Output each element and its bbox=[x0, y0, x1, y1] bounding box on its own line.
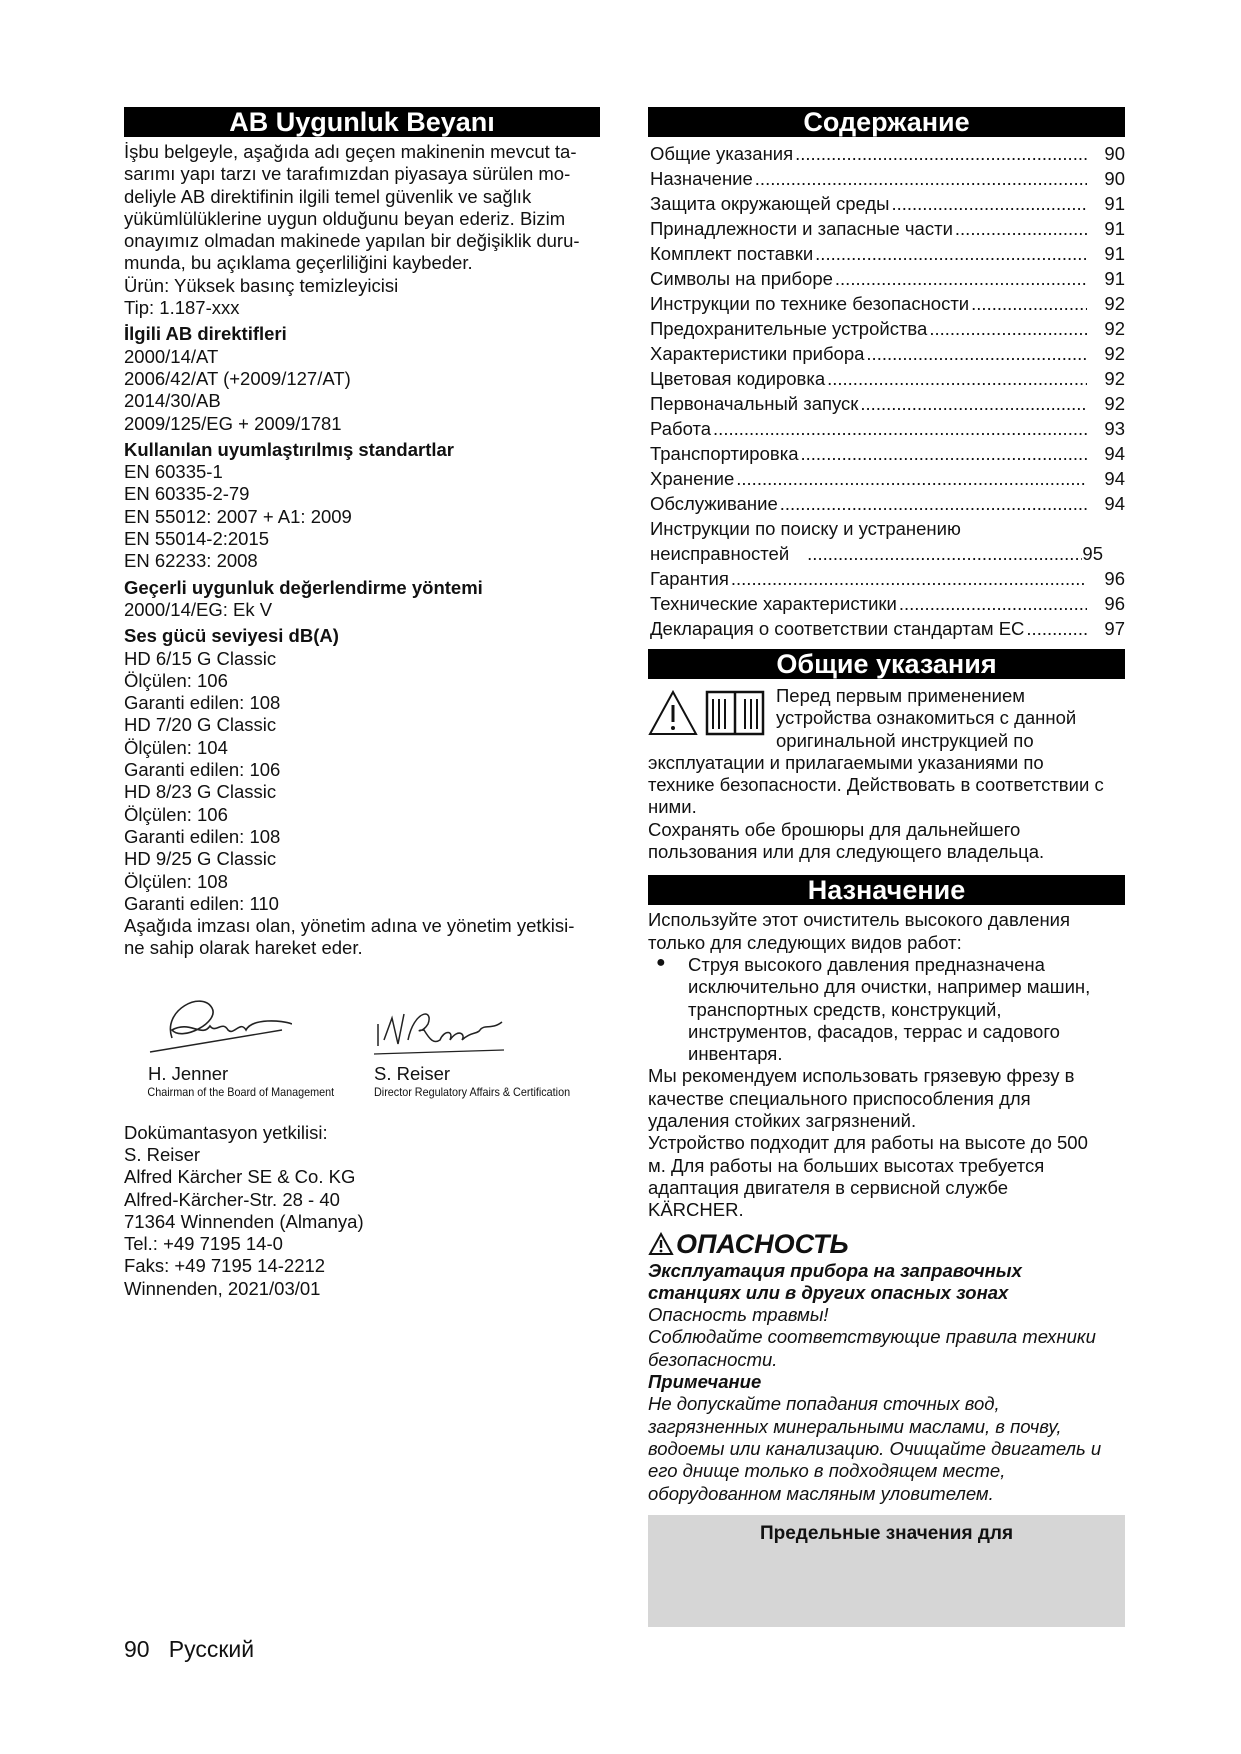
toc-leader bbox=[729, 566, 1087, 591]
purpose-intro bbox=[648, 909, 1125, 954]
signature-jenner-icon bbox=[142, 990, 292, 1058]
toc-label: Предохранительные устройства bbox=[650, 318, 928, 339]
directive-item: 2000/14/AT bbox=[124, 345, 219, 367]
note-line: загрязненных минеральными маслами, в почву, bbox=[648, 1415, 1062, 1437]
toc-page: 91 bbox=[1104, 268, 1125, 289]
toc-leader bbox=[793, 141, 1087, 166]
toc-page: 95 bbox=[1082, 543, 1103, 564]
standards-list bbox=[124, 461, 600, 572]
toc-label-line2: неисправностей bbox=[650, 543, 790, 564]
danger-text-line: безопасности. bbox=[648, 1348, 778, 1370]
contact-line: Alfred Kärcher SE & Co. KG bbox=[124, 1166, 356, 1188]
toc-page: 91 bbox=[1104, 243, 1125, 264]
signer1-title: Chairman of the Board of Management bbox=[147, 1084, 335, 1099]
danger-text-line: Соблюдайте соответствующие правила техники bbox=[648, 1326, 1096, 1348]
toc-label: Обслуживание bbox=[650, 493, 778, 514]
purpose-bullet-line: исключительно для очистки, например машин, bbox=[688, 976, 1091, 998]
product-line: Ürün: Yüksek basınç temizleyicisi bbox=[124, 274, 399, 296]
bullet-icon: ● bbox=[656, 953, 666, 971]
declaration-header: AB Uygunluk Beyanı bbox=[124, 107, 600, 137]
toc-entry[interactable] bbox=[650, 166, 1125, 191]
method-value: 2000/14/EG: Ek V bbox=[124, 598, 273, 620]
directive-item: 2014/30/AB bbox=[124, 390, 221, 412]
toc-entry[interactable] bbox=[650, 316, 1125, 341]
left-column bbox=[124, 107, 600, 1300]
danger-subtitle bbox=[648, 1260, 1125, 1305]
standard-item: EN 60335-2-79 bbox=[124, 483, 250, 505]
sound-line: Garanti edilen: 110 bbox=[124, 892, 279, 914]
signoff-text bbox=[124, 915, 600, 960]
toc-entry[interactable] bbox=[650, 291, 1125, 316]
directive-item: 2009/125/EG + 2009/1781 bbox=[124, 412, 342, 434]
directives-list bbox=[124, 346, 600, 435]
toc-label-line1: Инструкции по поиску и устранению bbox=[650, 518, 961, 539]
toc-leader bbox=[1024, 616, 1087, 641]
toc-leader bbox=[858, 391, 1087, 416]
purpose-bullet bbox=[648, 954, 1125, 1065]
sound-line: Garanti edilen: 108 bbox=[124, 692, 281, 714]
purpose-line: адаптация двигателя в сервисной службе bbox=[648, 1176, 1009, 1198]
intro-line: İşbu belgeyle, aşağıda adı geçen makinenin mevcut ta- bbox=[124, 141, 577, 162]
page-number: 90 bbox=[124, 1636, 150, 1662]
toc-page: 92 bbox=[1104, 393, 1125, 414]
toc-label: Гарантия bbox=[650, 568, 729, 589]
danger-heading bbox=[648, 1228, 1125, 1260]
toc-page: 90 bbox=[1104, 168, 1125, 189]
purpose-bullet-line: инвентаря. bbox=[688, 1043, 783, 1065]
general-line: технике безопасности. Действовать в соответствии с bbox=[648, 774, 1104, 796]
footer-language: Русский bbox=[168, 1636, 255, 1662]
sound-line: Garanti edilen: 106 bbox=[124, 759, 281, 781]
toc-leader bbox=[813, 241, 1087, 266]
purpose-bullet-line: инструментов, фасадов, террас и садового bbox=[688, 1020, 1060, 1042]
toc-label: Характеристики прибора bbox=[650, 343, 865, 364]
purpose-line: м. Для работы на больших высотах требуется bbox=[648, 1154, 1045, 1176]
toc-entry[interactable] bbox=[650, 591, 1125, 616]
sound-line: Ölçülen: 106 bbox=[124, 803, 228, 825]
toc-page: 93 bbox=[1104, 418, 1125, 439]
intro-line: yükümlülüklerine uygun olduğunu beyan ederiz. Bizim bbox=[124, 207, 566, 229]
purpose-line: только для следующих видов работ: bbox=[648, 931, 962, 953]
toc-entry[interactable] bbox=[650, 566, 1125, 591]
read-manual-book-icon bbox=[704, 689, 766, 739]
toc-page: 92 bbox=[1104, 293, 1125, 314]
purpose-line: Мы рекомендуем использовать грязевую фрезу в bbox=[648, 1065, 1075, 1087]
directive-item: 2006/42/AT (+2009/127/AT) bbox=[124, 367, 351, 389]
toc-label: Защита окружающей среды bbox=[650, 193, 890, 214]
toc-label: Декларация о соответствии стандартам ЕС bbox=[650, 618, 1025, 639]
purpose-line: Устройство подходит для работы на высоте до 500 bbox=[648, 1132, 1088, 1154]
signer2-title: Director Regulatory Affairs & Certification bbox=[374, 1084, 571, 1099]
toc-page: 90 bbox=[1104, 143, 1125, 164]
general-line: ними. bbox=[648, 796, 697, 818]
signer1-name: H. Jenner bbox=[148, 1062, 229, 1084]
contact-line: S. Reiser bbox=[124, 1143, 201, 1165]
contact-line: 71364 Winnenden (Almanya) bbox=[124, 1210, 364, 1232]
toc-leader bbox=[778, 491, 1087, 516]
standards-title: Kullanılan uyumlaştırılmış standartlar bbox=[124, 438, 455, 460]
contact-line: Alfred-Kärcher-Str. 28 - 40 bbox=[124, 1188, 340, 1210]
note-line: оборудованном масляным уловителем. bbox=[648, 1482, 994, 1504]
danger-subtitle-line: станциях или в других опасных зонах bbox=[648, 1281, 1009, 1303]
toc-leader bbox=[889, 191, 1087, 216]
documentation-contact bbox=[124, 1122, 600, 1300]
intro-line: deliyle AB direktifinin ilgili temel güvenlik ve sağlık bbox=[124, 185, 532, 207]
signature-block bbox=[124, 990, 600, 1102]
toc-entry[interactable] bbox=[650, 416, 1125, 441]
sound-line: HD 6/15 G Classic bbox=[124, 647, 277, 669]
table-of-contents bbox=[650, 141, 1125, 641]
toc-leader bbox=[753, 166, 1087, 191]
general-line: пользования или для следующего владельца. bbox=[648, 841, 1045, 863]
toc-entry[interactable] bbox=[650, 241, 1125, 266]
toc-entry[interactable] bbox=[650, 516, 1125, 566]
purpose-line: KÄRCHER. bbox=[648, 1199, 744, 1221]
toc-page: 94 bbox=[1104, 493, 1125, 514]
toc-label: Работа bbox=[650, 418, 712, 439]
toc-label: Инструкции по технике безопасности bbox=[650, 293, 970, 314]
toc-leader bbox=[864, 341, 1087, 366]
limit-values-box bbox=[648, 1515, 1125, 1627]
sound-title: Ses gücü seviyesi dB(A) bbox=[124, 625, 339, 647]
danger-title: ОПАСНОСТЬ bbox=[676, 1228, 849, 1259]
toc-page: 94 bbox=[1104, 443, 1125, 464]
toc-leader bbox=[799, 441, 1088, 466]
purpose-more bbox=[648, 1065, 1125, 1221]
danger-text-line: Опасность травмы! bbox=[648, 1304, 829, 1326]
general-notice bbox=[648, 685, 1125, 752]
contact-line: Faks: +49 7195 14-2212 bbox=[124, 1255, 326, 1277]
signoff-line: Aşağıda imzası olan, yönetim adına ve yönetim yetkisi- bbox=[124, 915, 575, 937]
sound-line: Ölçülen: 108 bbox=[124, 870, 228, 892]
toc-header: Содержание bbox=[648, 107, 1125, 137]
toc-entry[interactable] bbox=[650, 466, 1125, 491]
purpose-line: удаления стойких загрязнений. bbox=[648, 1110, 917, 1132]
purpose-line: качестве специального приспособления для bbox=[648, 1087, 1031, 1109]
limit-values-title: Предельные значения для bbox=[759, 1522, 1014, 1544]
toc-label: Принадлежности и запасные части bbox=[650, 218, 953, 239]
toc-page: 92 bbox=[1104, 368, 1125, 389]
sound-line: HD 7/20 G Classic bbox=[124, 714, 277, 736]
toc-leader bbox=[897, 591, 1087, 616]
sound-line: HD 9/25 G Classic bbox=[124, 848, 277, 870]
sound-line: Garanti edilen: 108 bbox=[124, 825, 281, 847]
general-line: Сохранять обе брошюры для дальнейшего bbox=[648, 818, 1021, 840]
toc-leader bbox=[969, 291, 1087, 316]
toc-page: 92 bbox=[1104, 318, 1125, 339]
toc-page: 97 bbox=[1104, 618, 1125, 639]
page-footer bbox=[124, 1636, 254, 1663]
toc-entry[interactable] bbox=[650, 491, 1125, 516]
note-line: его днище только в подходящем месте, bbox=[648, 1460, 1006, 1482]
general-line: Перед первым применением bbox=[776, 685, 1025, 706]
signature-jenner bbox=[142, 990, 355, 1099]
danger-text bbox=[648, 1304, 1125, 1371]
toc-entry[interactable] bbox=[650, 141, 1125, 166]
standard-item: EN 60335-1 bbox=[124, 461, 223, 483]
signoff-line: ne sahip olarak hareket eder. bbox=[124, 937, 363, 959]
purpose-line: Используйте этот очиститель высокого давления bbox=[648, 909, 1071, 931]
note-line: водоемы или канализацию. Очищайте двигатель и bbox=[648, 1437, 1102, 1459]
purpose-header: Назначение bbox=[648, 875, 1125, 905]
toc-label: Символы на приборе bbox=[650, 268, 833, 289]
note-text bbox=[648, 1393, 1125, 1504]
toc-page: 91 bbox=[1104, 218, 1125, 239]
danger-triangle-icon bbox=[648, 1232, 674, 1256]
standard-item: EN 55014-2:2015 bbox=[124, 528, 270, 550]
toc-page: 96 bbox=[1104, 568, 1125, 589]
general-line: эксплуатации и прилагаемыми указаниями по bbox=[648, 751, 1044, 773]
directives-title: İlgili AB direktifleri bbox=[124, 323, 287, 345]
toc-label: Хранение bbox=[650, 468, 735, 489]
standard-item: EN 55012: 2007 + A1: 2009 bbox=[124, 505, 352, 527]
toc-label: Общие указания bbox=[650, 143, 794, 164]
contact-line: Winnenden, 2021/03/01 bbox=[124, 1277, 321, 1299]
declaration-intro bbox=[124, 141, 600, 275]
sound-list bbox=[124, 648, 600, 916]
toc-entry[interactable] bbox=[650, 391, 1125, 416]
toc-label: Цветовая кодировка bbox=[650, 368, 826, 389]
toc-entry[interactable] bbox=[650, 191, 1125, 216]
warning-triangle-icon bbox=[648, 689, 698, 737]
intro-line: sarımı yapı tarzı ve tarafımızdan piyasaya sürülen mo- bbox=[124, 163, 571, 185]
contact-line: Dokümantasyon yetkilisi: bbox=[124, 1121, 328, 1143]
standard-item: EN 62233: 2008 bbox=[124, 550, 258, 572]
toc-page: 94 bbox=[1104, 468, 1125, 489]
toc-entry[interactable] bbox=[650, 366, 1125, 391]
general-line: оригинальной инструкцией по bbox=[776, 729, 1034, 751]
toc-entry[interactable] bbox=[650, 266, 1125, 291]
signer2-name: S. Reiser bbox=[374, 1062, 451, 1084]
general-line: устройства ознакомиться с данной bbox=[776, 707, 1077, 729]
general-notice-lines bbox=[776, 685, 1076, 752]
note-title: Примечание bbox=[648, 1371, 762, 1393]
danger-subtitle-line: Эксплуатация прибора на заправочных bbox=[648, 1259, 1022, 1281]
toc-label: Назначение bbox=[650, 168, 753, 189]
toc-leader bbox=[734, 466, 1087, 491]
note-line: Не допускайте попадания сточных вод, bbox=[648, 1393, 1000, 1415]
toc-label: Транспортировка bbox=[650, 443, 799, 464]
sound-line: HD 8/23 G Classic bbox=[124, 781, 277, 803]
purpose-bullet-line: транспортных средств, конструкций, bbox=[688, 998, 1002, 1020]
toc-label: Комплект поставки bbox=[650, 243, 814, 264]
toc-leader bbox=[927, 316, 1087, 341]
general-notice-continued bbox=[648, 752, 1125, 863]
toc-entry[interactable] bbox=[650, 216, 1125, 241]
toc-entry[interactable] bbox=[650, 616, 1125, 641]
toc-leader bbox=[953, 216, 1087, 241]
signature-reiser bbox=[374, 1000, 592, 1099]
sound-line: Ölçülen: 104 bbox=[124, 736, 228, 758]
toc-leader bbox=[833, 266, 1087, 291]
method-title: Geçerli uygunluk değerlendirme yöntemi bbox=[124, 576, 483, 598]
type-line: Tip: 1.187-xxx bbox=[124, 297, 240, 319]
toc-leader bbox=[825, 366, 1087, 391]
sound-line: Ölçülen: 106 bbox=[124, 669, 228, 691]
toc-page: 96 bbox=[1104, 593, 1125, 614]
intro-line: onayımız olmadan makinede yapılan bir değişiklik duru- bbox=[124, 230, 580, 252]
purpose-bullet-line: Струя высокого давления предназначена bbox=[688, 953, 1045, 975]
general-header: Общие указания bbox=[648, 649, 1125, 679]
toc-entry[interactable] bbox=[650, 341, 1125, 366]
signature-reiser-icon bbox=[374, 1000, 514, 1058]
toc-entry[interactable] bbox=[650, 441, 1125, 466]
toc-page: 92 bbox=[1104, 343, 1125, 364]
toc-leader bbox=[711, 416, 1087, 441]
toc-label: Первоначальный запуск bbox=[650, 393, 859, 414]
right-column bbox=[648, 107, 1125, 1627]
intro-line: munda, bu açıklama geçerliliğini kaybeder. bbox=[124, 252, 473, 274]
toc-label: Технические характеристики bbox=[650, 593, 897, 614]
toc-page: 91 bbox=[1104, 193, 1125, 214]
contact-line: Tel.: +49 7195 14-0 bbox=[124, 1233, 283, 1255]
